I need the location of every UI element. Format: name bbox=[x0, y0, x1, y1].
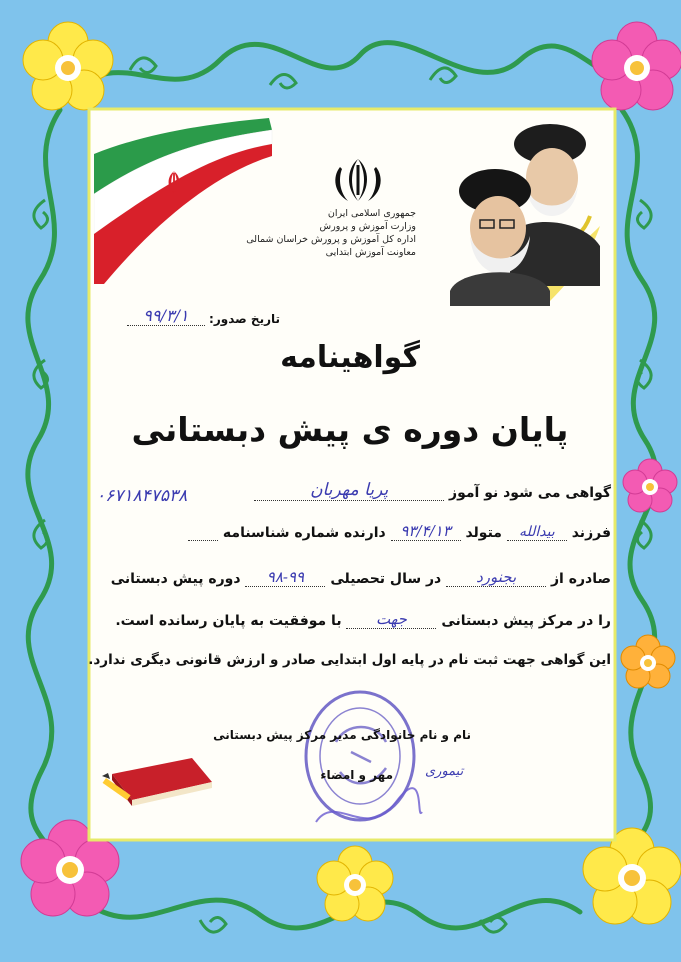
issue-date-label: تاریخ صدور: bbox=[209, 312, 280, 326]
signature-label: نام و نام خانوادگی مدیر مرکز پیش دبستانی bbox=[213, 728, 471, 742]
body-line-2-farzand: فرزند bbox=[571, 525, 611, 541]
book-icon bbox=[100, 748, 220, 812]
handwritten-signature: تیموری bbox=[425, 764, 464, 779]
emblem-icon bbox=[330, 155, 386, 205]
header-line-2: وزارت آموزش و پرورش bbox=[319, 221, 416, 232]
issue-date-row bbox=[130, 306, 280, 326]
body-line-2-born: متولد bbox=[465, 525, 502, 541]
father-name: بیدالله bbox=[507, 524, 567, 541]
issued-from: بجنورد bbox=[446, 568, 546, 587]
national-id: ۰۶۷۱۸۴۷۵۳۸ bbox=[96, 486, 188, 506]
body-line-3-mid: در سال تحصیلی bbox=[330, 571, 442, 587]
body-line-3-suffix: دوره پیش دبستانی bbox=[110, 571, 241, 587]
header-line-4: معاونت آموزش ابتدایی bbox=[325, 247, 416, 258]
leaders-portrait bbox=[440, 116, 610, 306]
body-line-4-prefix: را در مرکز پیش دبستانی bbox=[441, 613, 611, 629]
flag-ribbon bbox=[94, 114, 274, 294]
body-line-3 bbox=[111, 568, 611, 587]
body-line-1 bbox=[254, 480, 611, 501]
student-name: پریا مهربان bbox=[254, 480, 444, 501]
page-title: گواهینامه bbox=[280, 340, 420, 375]
body-line-5: این گواهی جهت ثبت نام در پایه اول ابتدایی صادر و ارزش قانونی دیگری ندارد. bbox=[88, 652, 611, 668]
body-line-4-suffix: با موفقیت به پایان رسانده است. bbox=[115, 613, 342, 629]
page-subtitle: پایان دوره ی پیش دبستانی bbox=[131, 410, 569, 449]
header-line-1: جمهوری اسلامی ایران bbox=[327, 208, 416, 219]
body-line-2 bbox=[188, 522, 611, 541]
header-line-3: اداره کل آموزش و پرورش خراسان شمالی bbox=[246, 234, 416, 245]
body-line-3-prefix: صادره از bbox=[550, 571, 611, 587]
issue-date-value: ۹۹/۳/۱ bbox=[127, 306, 205, 326]
body-line-2-suffix: دارنده شماره شناسنامه bbox=[222, 525, 386, 541]
stamp bbox=[296, 672, 426, 842]
body-line-4 bbox=[115, 610, 611, 629]
body-line-1-prefix: گواهی می شود نو آموز bbox=[449, 485, 611, 501]
school-year: ۹۸-۹۹ bbox=[245, 568, 325, 587]
birth-date: ۹۳/۴/۱۳ bbox=[391, 522, 461, 541]
seal-label: مهر و امضاء bbox=[320, 768, 393, 782]
center-name: جهت bbox=[346, 610, 436, 629]
